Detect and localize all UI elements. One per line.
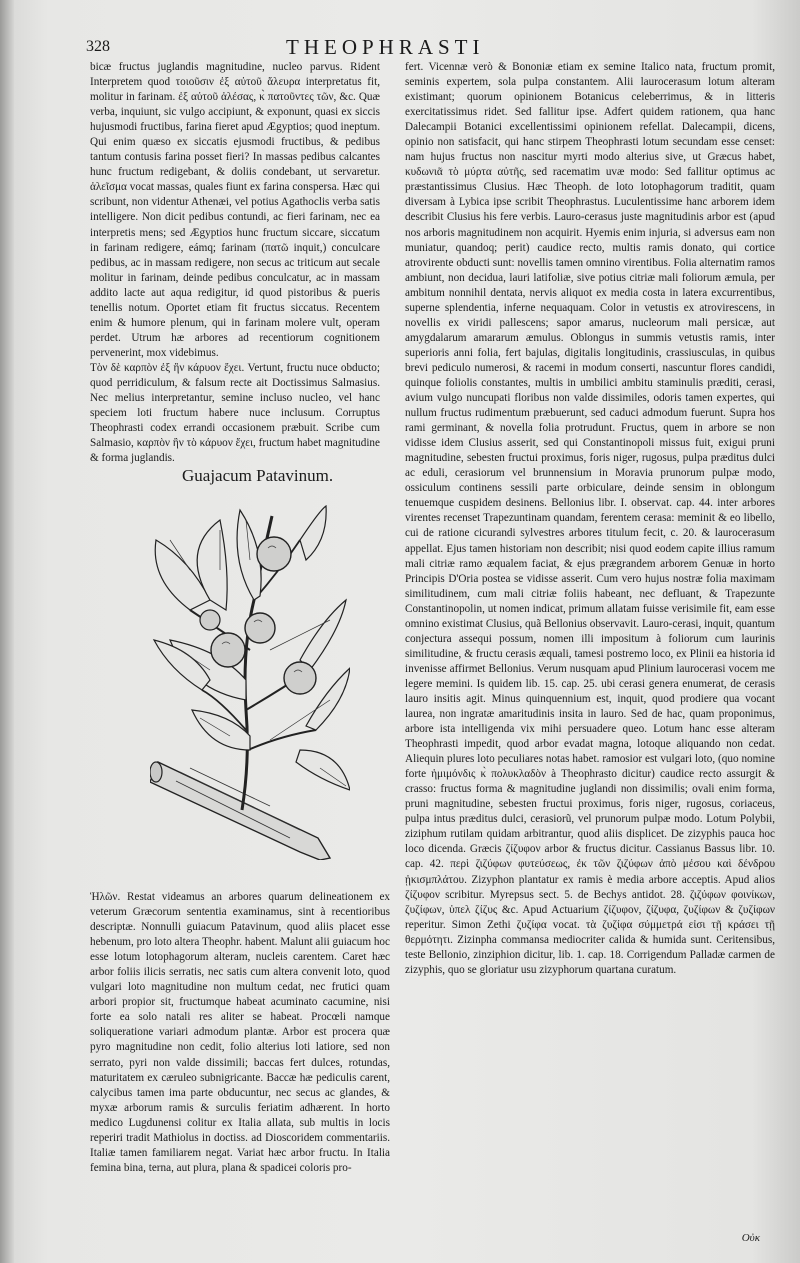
paragraph: fert. Vicennæ verò & Bononiæ etiam ex semine Italico nata, fructum promit, seminis expertem, sola pulpa constantem. Alii laurocerasum lotum alteram existimant; quorum opinionem Botanicus celeberrimus, & in litteris exercitatissimus ridet. Sed fallitur ipse. Adfert quidem rationem, qua hanc Dalecampii Botanici excellentissimi opinionem refellat. Dalecampii, dicens, opinio non satisfacit, qui hanc stirpem Theophrasti lotum secundam esse censet: nam hujus fructus non nascitur myrti modo alterius sive, ut Græcus habet, κυδωνιᾶ τὸ μύρτα αὐτῆς, sed racematim uvæ modo: Sed fallitur optimus ac præstantissimus Clusius. Hæc Theoph. de loto lotophagorum traditit, quam diversam à Lybica ipse scribit Theophrastus. Luculentissime hanc arborem idem describit Clusius his fere verbis. Lauro-cerasus juste magnitudinis arbor est (apud nos arboris magnitudinem non acquirit. Hyemis enim injuria, si adversus eam non muniatur, quandoq; perit) caudice recto, multis ramis donato, qui cortice atrovirente obducti sunt: novellis tamen omnino virentibus. Folia alternatim ramos ambiunt, non decidua, lauri latifoliæ, sive potius citriæ mali foliorum æmula, per ambitum nonnihil dentata, nervis aliquot ex media costa in latera excurrentibus, superne splendentia, inferne nequaquam. Color in vetustis ex atrovirescens, in novellis ex viridi pallescens; sapor amarus, nucleorum mali persicæ, aut amygdalarum amararum æmulus. Oblongus in summis vetustis ramis, inter superioris anni folia, fert bajulas, digitalis longitudinis, crassiusculas, in quibus brevi pediculo numerosi, & racemi in modum conserti, nascuntur flores candidi, quinque foliolis constantes, multis in umbilici ambitu staminulis præditi, cerasi, avium vulgo nuncupati floribus non valde dissimiles, odoris tamen expertes, qui nullum fructus rudimentum præbuerunt, sed caduci admodum fuerunt. Supra hos rami germinant, & novella folia protrudunt. Fructus, quem in arbore se non vidisse idem Clusius asserit, sed qui Constantinopoli missus fuit, exigui pruni magnitudine, sebesten fructui proximus, foris niger, rugosus, pulpa præditus dulci ac eduli, cerasiorum vel brunnensium in Moravia prunorum pulpæ modo, ossiculum continens sessili parte orbiculare, deinde sensim in oblongum tenuemque cuspidem desinens. Bellonius libr. I. observat. cap. 44. inter arbores virentes recenset Trapezuntinam quandam, ferentem cerasa: meminit & eo libello, cui de ratione cicurandi sylvestres arbores titulum fecit, c. 20. & laurocerasum appellat. Ejus tamen historiam non describit; nisi quod eodem capite illius ramum mali citriæ ramo æqualem faciat, & ejus prægrandem arborem Genuæ in horto Principis D'Oria postea se vidisse asserit. Cum vero hujus nostræ folia maximam similitudinem, cum mali citriæ foliis habeant, nec defluant, & Trapezunte Constantinopolin, ut nomen indicat, primum allatam fuisse verisimile fit, eam esse omnino existimat Clusius, quã Bellonius observavit. Lauro-cerasi, inquit, quantum conjectura assequi possum, nomen illi impositum à foliorum cum laurinis similitudine, & fructu cerasis æquali, tamesi postremo loco, ex Plinii ea historia id invenisse affirmet Bellonius. Verum nusquam apud Plinium laurocerasi vocem me legere memini. Is quidem lib. 15. cap. 25. ubi cerasi genera enumerat, de cerasis lauro insitis agit. Minus quinquennium est, inquit, quod prodiere qua vocant laurea, non ingratæ amaritudinis insita in lauro. Sed de hac, quam proponimus, arbore ista intelligenda vix mihi persuadere queo. Lotum hanc esse alteram Theophrasti impedit, quod arbor evadat magna, lotoque aliquando non cedat. Aliequin plures loto peculiares notas habet. ramosior est vulgari loto, (quo nomine forte ἡμιμόνδις κ̀ πολυκλαδὸν à Theophrasto dicitur) caudice recto assurgit & crasso: fructus forma & magnitudine juglandi non dissimilis; ovali enim forma, pruni magnitudine, sebesten fructui proximus, foris niger, rugosus, coriaceus, pulpa intus præditus dulci, cerasiorũ, vel prunorum pulpæ modo. Lotum Polybii, ziziphum rutilam quidam arbitrantur, quod aliis displicet. De zizyphis pauca hoc loco dicenda. Græcis ζίζυφον arbor & fructus dicitur. Cassianus Bassus libr. 10. cap. 42. περὶ ζιζύφων φυτεύσεως, ἐκ τῶν ζιζύφων ἀπὸ μέσου καὶ δένδρου ᾐκισμπλάτου. Zizyphon plantatur ex ramis è media arbore acceptis. Apud alios ζίζυφον scribitur. Myrepsus sect. 5. de Bechys antidot. 28. ζιζύφων φοινίκων, ζυζίφων, ὑπελ ζίζυς &c. Apud Actuarium ζίζυφον, ζίζυφα, ζυζίφων & ζυζίφων reperitur. Simon Zethi ζυζίφα vocat. τὰ ζυζίφα σύμμετρά εἰσι τῇ κράσει τῇ θερμότητι. Zizinpha commansa mediocriter calida & humida sunt. Ceritensibus, teste Bellonio, zinziphion dicitur, lib. 1. cap. 18. Corrigendum Palladæ carmen de zizyphis, quo se gloriatur usu zizyphorum quartana curatum.: [405, 61, 775, 976]
catchword: Οὐκ: [741, 1232, 760, 1244]
right-column: [405, 60, 775, 978]
running-title: THEOPHRASTI: [286, 35, 485, 59]
left-column-top: [90, 60, 380, 466]
plant-illustration: [150, 500, 350, 860]
left-column-bottom: [90, 890, 390, 1176]
guajacum-branch-woodcut: [150, 500, 350, 860]
figure-title: Guajacum Patavinum.: [182, 466, 334, 485]
paragraph: Τὸν δὲ καρπὸν ἐξ ἣν κάρυον ἔχει. Vertunt, fructu nuce obducto; quod perridiculum, & falsum recte ait Doctissimus Salmasius. Nec melius interpretantur, semine incluso nucleo, vel hanc speciem loti fructum habere nuce inclusum. Corruptus Theophrasti codex errandi occasionem præbuit. Scribe cum Salmasio, καρπὸν ἢν τὸ κάρυον ἔχει, fructum habet magnitudine & forma juglandis.: [90, 361, 380, 465]
page-gutter-shadow: [0, 0, 14, 1263]
page-number: 328: [86, 38, 110, 55]
paragraph: Ἡλῶν. Restat videamus an arbores quarum delineationem ex veterum Græcorum sententia examinamus, sint à recentioribus descriptæ. Nonnulli guiacum Patavinum, quod aliis placet esse hebenum, pro loto altera Theophr. habent. Malunt alii guiacum hoc esse lotum lotophagorum alteram, nucleis carentem. Caret hæc arbor foliis ilicis serratis, nec satis cum altera convenit loto, quod vulgari loto magnitudine non multum cedat, nec frutici quam arbori propior sit, fructumque habeat acuminato cacumine, nisi forte ea solo natali res aliter se habeat. Procœli namque soliqueratione variari admodum plantæ. Arbor est procera quæ pyro magnitudine non cedit, folio alterius loti latiore, sed non serrato, pyri non valde dissimili; baccas fert dulces, rotundas, maturitatem ex cæruleo subnigricante. Baccæ hæ pediculis carent, calycibus tamen ima parte obducuntur, nec secus ac glandes, & myxæ arborum ramis & surculis feriatim adhærent. In horto medico Lugdunensi colitur ex Italia allata, sub multis in locis reperiri tradit Mathiolus in doctiss. ad Dioscoridem commentariis. Italiæ tamen familiarem negat. Variat hæc arbor fructu. In Italia femina bina, terna, aut plura, plana & spadicei coloris pro-: [90, 891, 390, 1174]
paragraph: bicæ fructus juglandis magnitudine, nucleo parvus. Rident Interpretem quod τοιοῦσιν ἐξ αὐτοῦ ἄλευρα interpretatus fit, molitur in farinam. ἐξ αὐτοῦ ἀλέσας, κ̀ πατοῦντες τῶν, &c. Quæ verba, inquiunt, sic vulgo accipiunt, & exponunt, quasi ex siccis hujusmodi fructibus, farina fieret apud Ægyptios; quod ineptum. Qui enim quæso ex siccatis ejusmodi fructibus, & pedibus tantum contusis farina posset fieri? In massas pedibus calcantes hunc fructum redigebant, & doliis condebant, ut servaretur. ἀλεῖσμα vocat massas, quales fiunt ex farina conspersa. Hæc qui scribunt, non videntur Athenæi, vel potius Agathoclis verba satis intelligere. Non dicit pedibus contundi, ac fieri farinam, nec ea interpretis mens; sed Ægyptios hunc fructum siccare, siccatum in farinam redigere, eámq; farinam (πατῶ inquit,) conculcare pedibus, ac in massam redigere, non secus ac triticum aut secale molitur in farinam, deinde pedibus conculcatur, ac in massam addito lacte aut aqua redigitur, id quod pistoribus & pueris tenellis notum. Oportet etiam fit fructus siccatus. Recentem enim & humore plenum, qui in farinam molere vult, operam perdet. Utrum hæ arbores ad recentiorum cognitionem pervenerint, mox videbimus.: [90, 61, 380, 359]
